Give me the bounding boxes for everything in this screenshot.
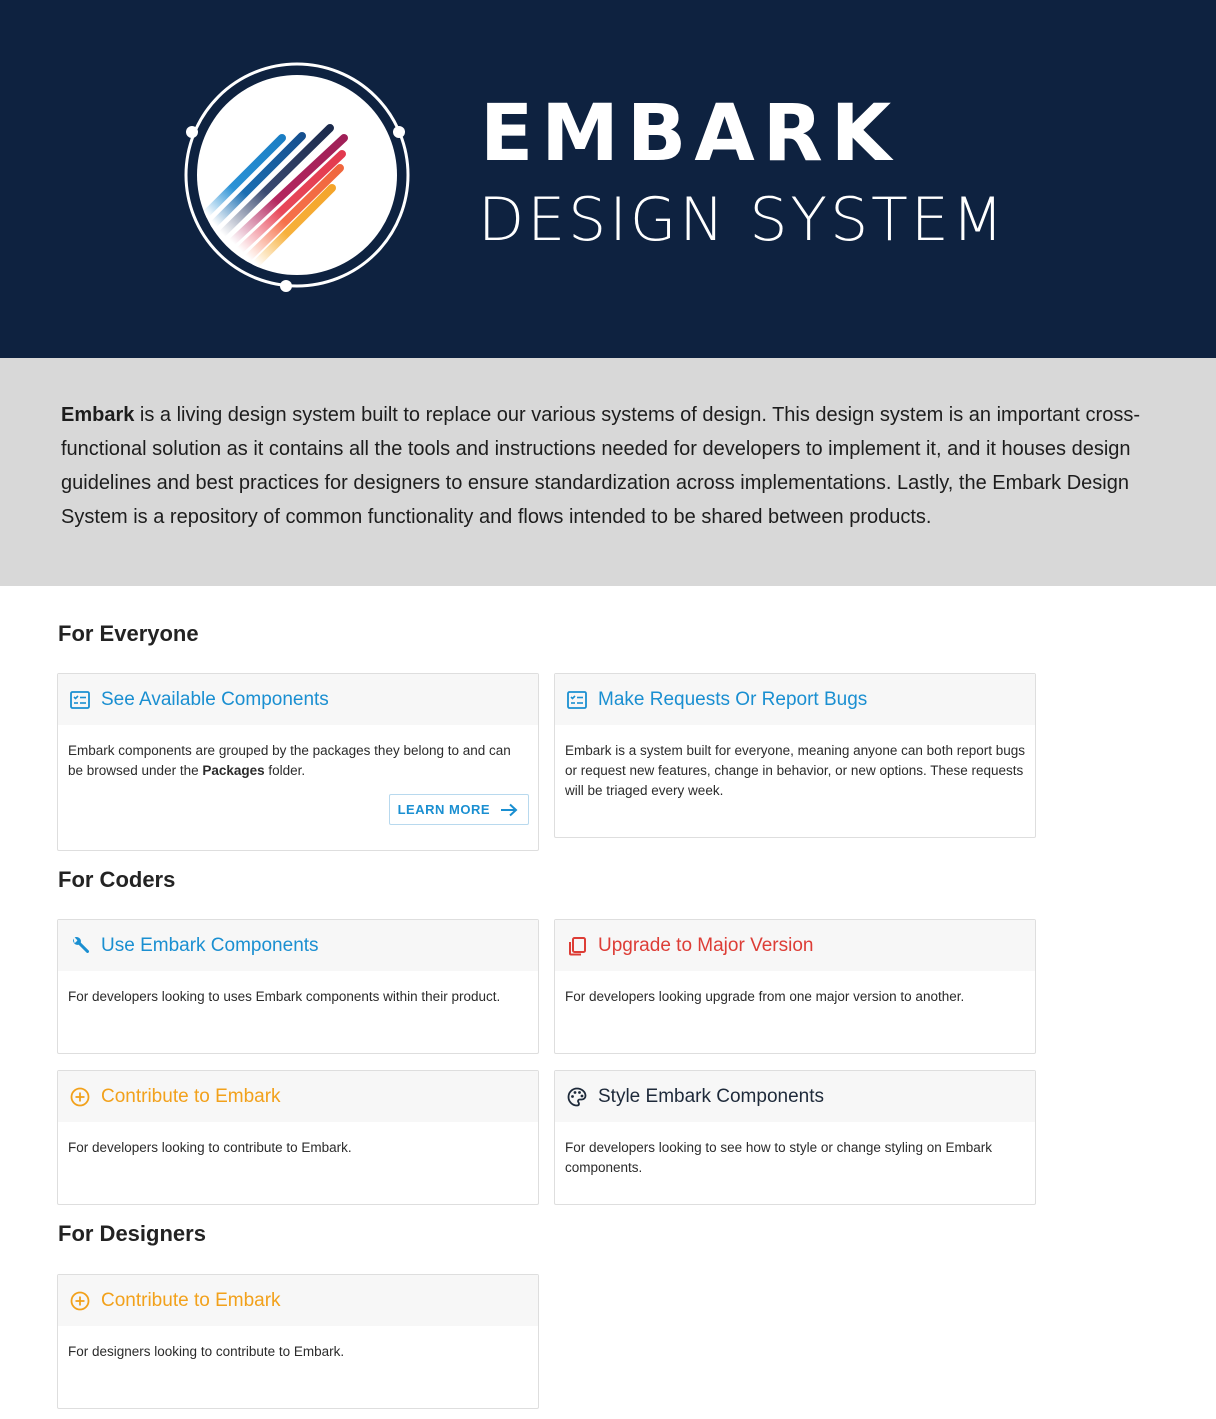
card-use-embark-components[interactable]: [57, 919, 539, 1054]
card-contribute-developers[interactable]: [57, 1070, 539, 1205]
card-title[interactable]: Contribute to Embark: [101, 1289, 281, 1311]
card-title[interactable]: Upgrade to Major Version: [598, 934, 814, 956]
card-description: For developers looking to see how to style or change styling on Embark components.: [565, 1140, 992, 1175]
card-header: [58, 1275, 538, 1326]
card-description: For designers looking to contribute to Embark.: [68, 1344, 345, 1359]
palette-icon: [566, 1086, 588, 1108]
learn-more-button[interactable]: [389, 794, 529, 825]
card-header: [58, 920, 538, 971]
intro-panel: [0, 358, 1216, 586]
card-description: [58, 725, 538, 781]
card-header: [58, 1071, 538, 1122]
section-title-coders: For Coders: [58, 867, 176, 892]
card-header: [555, 1071, 1035, 1122]
wrench-icon: [69, 935, 91, 957]
embark-logo-icon: [180, 58, 414, 298]
card-description: For developers looking upgrade from one major version to another.: [565, 989, 965, 1004]
brand-title: EMBARK: [480, 89, 900, 179]
card-title[interactable]: Use Embark Components: [101, 934, 319, 956]
brand-subtitle: DESIGN SYSTEM: [478, 185, 1007, 255]
card-make-requests[interactable]: [554, 673, 1036, 838]
card-header: [58, 674, 538, 725]
card-description: For developers looking to uses Embark components within their product.: [68, 989, 501, 1004]
checklist-icon: [566, 689, 588, 711]
copy-icon: [566, 935, 588, 957]
card-header: [555, 674, 1035, 725]
intro-paragraph: [61, 398, 1161, 534]
card-title[interactable]: Style Embark Components: [598, 1085, 824, 1107]
packages-folder-label: Packages: [202, 763, 265, 778]
plus-circle-icon: [69, 1086, 91, 1108]
intro-lead-bold: Embark: [61, 404, 135, 426]
card-description: Embark is a system built for everyone, meaning anyone can both report bugs or request new features, change in behavior, or new options. These requests will be triaged every week.: [565, 743, 1025, 798]
card-title[interactable]: See Available Components: [101, 688, 329, 710]
card-style-embark-components[interactable]: [554, 1070, 1036, 1205]
card-description-text: Embark components are grouped by the packages they belong to and can be browsed under the: [68, 743, 511, 778]
card-upgrade-major-version[interactable]: [554, 919, 1036, 1054]
card-title[interactable]: Contribute to Embark: [101, 1085, 281, 1107]
section-title-everyone: For Everyone: [58, 621, 199, 646]
plus-circle-icon: [69, 1290, 91, 1312]
card-contribute-designers[interactable]: [57, 1274, 539, 1409]
checklist-icon: [69, 689, 91, 711]
arrow-right-icon: [500, 803, 518, 817]
card-see-available-components[interactable]: [57, 673, 539, 851]
hero-banner: [0, 0, 1216, 358]
card-description: For developers looking to contribute to Embark.: [68, 1140, 352, 1155]
card-description-text-end: folder.: [264, 763, 306, 778]
intro-body: is a living design system built to replace our various systems of design. This design system is an important cross-functional solution as it contains all the tools and instructions needed for developers to implement it, and it houses design guidelines and best practices for designers to ensure standardization across implementations. Lastly, the Embark Design System is a repository of common functionality and flows intended to be shared between products.: [61, 404, 1140, 528]
learn-more-label: LEARN MORE: [397, 802, 490, 817]
section-title-designers: For Designers: [58, 1221, 206, 1246]
card-title[interactable]: Make Requests Or Report Bugs: [598, 688, 868, 710]
card-header: [555, 920, 1035, 971]
